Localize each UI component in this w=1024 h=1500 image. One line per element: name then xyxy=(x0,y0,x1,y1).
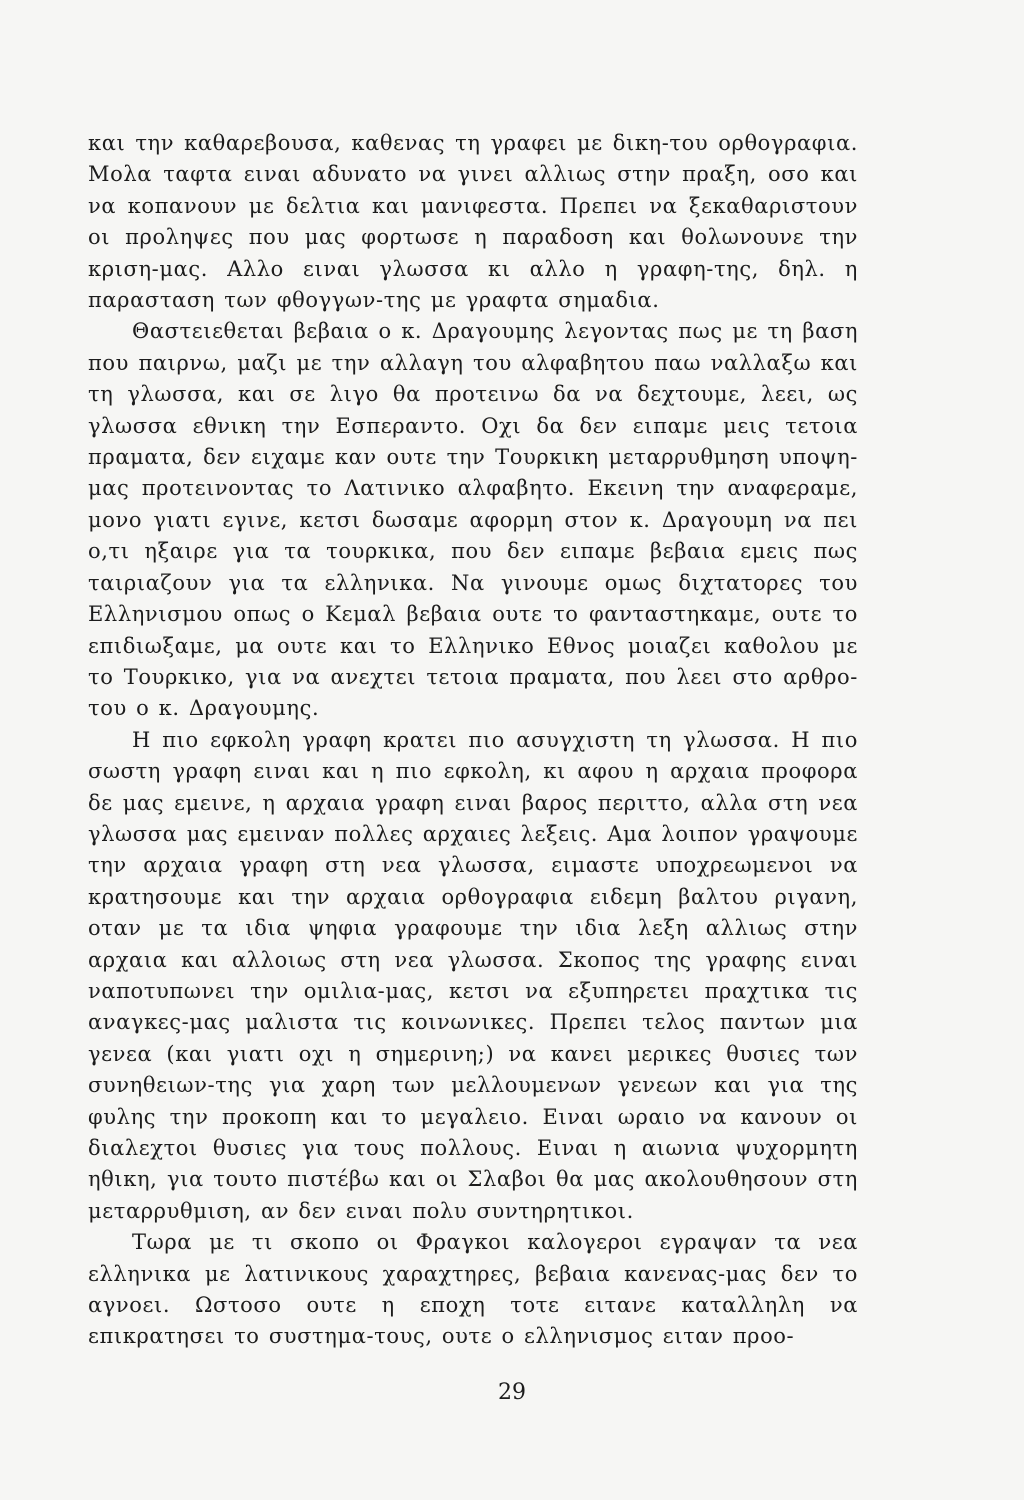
paragraph-2: Θαστειεθεται βεβαια ο κ. Δραγουμης λεγοντας πως με τη βαση που παιρνω, μαζι με την αλλαγη του αλφαβητου παω ναλλαξω και τη γλωσσα, και σε λιγο θα προτεινω δα να δεχτουμε, λεει, ως γλωσσα εθνικη την Εσπεραντο. Οχι δα δεν ειπαμε μεις τετοια πραματα, δεν ειχαμε καν ουτε την Τουρκικη μεταρρυθμηση υποψη-μας προτεινοντας το Λατινικο αλφαβητο. Εκεινη την αναφεραμε, μονο γιατι εγινε, κετσι δωσαμε αφορμη στον κ. Δραγουμη να πει ο,τι ηξαιρε για τα τουρκικα, που δεν ειπαμε βεβαια εμεις πως ταιριαζουν για τα ελληνικα. Να γινουμε ομως διχτατορες του Ελληνισμου οπως ο Κεμαλ βεβαια ουτε το φανταστηκαμε, ουτε το επιδιωξαμε, μα ουτε και το Ελληνικο Εθνος μοιαζει καθολου με το Τουρκικο, για να ανεχτει τετοια πραματα, που λεει στο αρθρο-του ο κ. Δραγουμης. xyxy=(88,319,858,721)
paragraph-4: Τωρα με τι σκοπο οι Φραγκοι καλογεροι εγραψαν τα νεα ελληνικα με λατινικους χαραχτηρες, βεβαια κανενας-μας δεν το αγνοει. Ωστοσο ουτε η εποχη τοτε ειτανε καταλληλη να επικρατησει το συστημα-τους, ουτε ο ελληνισμος ειταν προο- xyxy=(88,1230,858,1349)
paragraph-1: και την καθαρεβουσα, καθενας τη γραφει με δικη-του ορθογραφια. Μολα ταφτα ειναι αδυνατο να γινει αλλιως στην πραξη, οσο και να κοπανουν με δελτια και μανιφεστα. Πρεπει να ξεκαθαριστουν οι προληψες που μας φορτωσε η παραδοση και θολωνουνε την κριση-μας. Αλλο ειναι γλωσσα κι αλλο η γραφη-της, δηλ. η παρασταση των φθογγων-της με γραφτα σημαδια. xyxy=(88,131,858,313)
paragraph-3: Η πιο εφκολη γραφη κρατει πιο ασυγχιστη τη γλωσσα. Η πιο σωστη γραφη ειναι και η πιο εφκολη, κι αφου η αρχαια προφορα δε μας εμεινε, η αρχαια γραφη ειναι βαρος περιττο, αλλα στη νεα γλωσσα μας εμειναν πολλες αρχαιες λεξεις. Αμα λοιπον γραψουμε την αρχαια γραφη στη νεα γλωσσα, ειμαστε υποχρεωμενοι να κρατησουμε και την αρχαια ορθογραφια ειδεμη βαλτου ριγανη, οταν με τα ιδια ψηφια γραφουμε την ιδια λεξη αλλιως στην αρχαια και αλλοιως στη νεα γλωσσα. Σκοπος της γραφης ειναι ναποτυπωνει την ομιλια-μας, κετσι να εξυπηρετει πραχτικα τις αναγκες-μας μαλιστα τις κοινωνικες. Πρεπει τελος παντων μια γενεα (και γιατι οχι η σημερινη;) να κανει μερικες θυσιες των συνηθειων-της για χαρη των μελλουμενων γενεων και για της φυλης την προκοπη και το μεγαλειο. Ειναι ωραιο να κανουν οι διαλεχτοι θυσιες για τους πολλους. Ειναι η αιωνια ψυχορμητη ηθικη, για τουτο πιστέβω και οι Σλαβοι θα μας ακολουθησουν στη μεταρρυθμιση, αν δεν ειναι πολυ συντηρητικοι. xyxy=(88,727,858,1223)
page-number: 29 xyxy=(498,1380,526,1405)
body-text xyxy=(88,128,858,1353)
